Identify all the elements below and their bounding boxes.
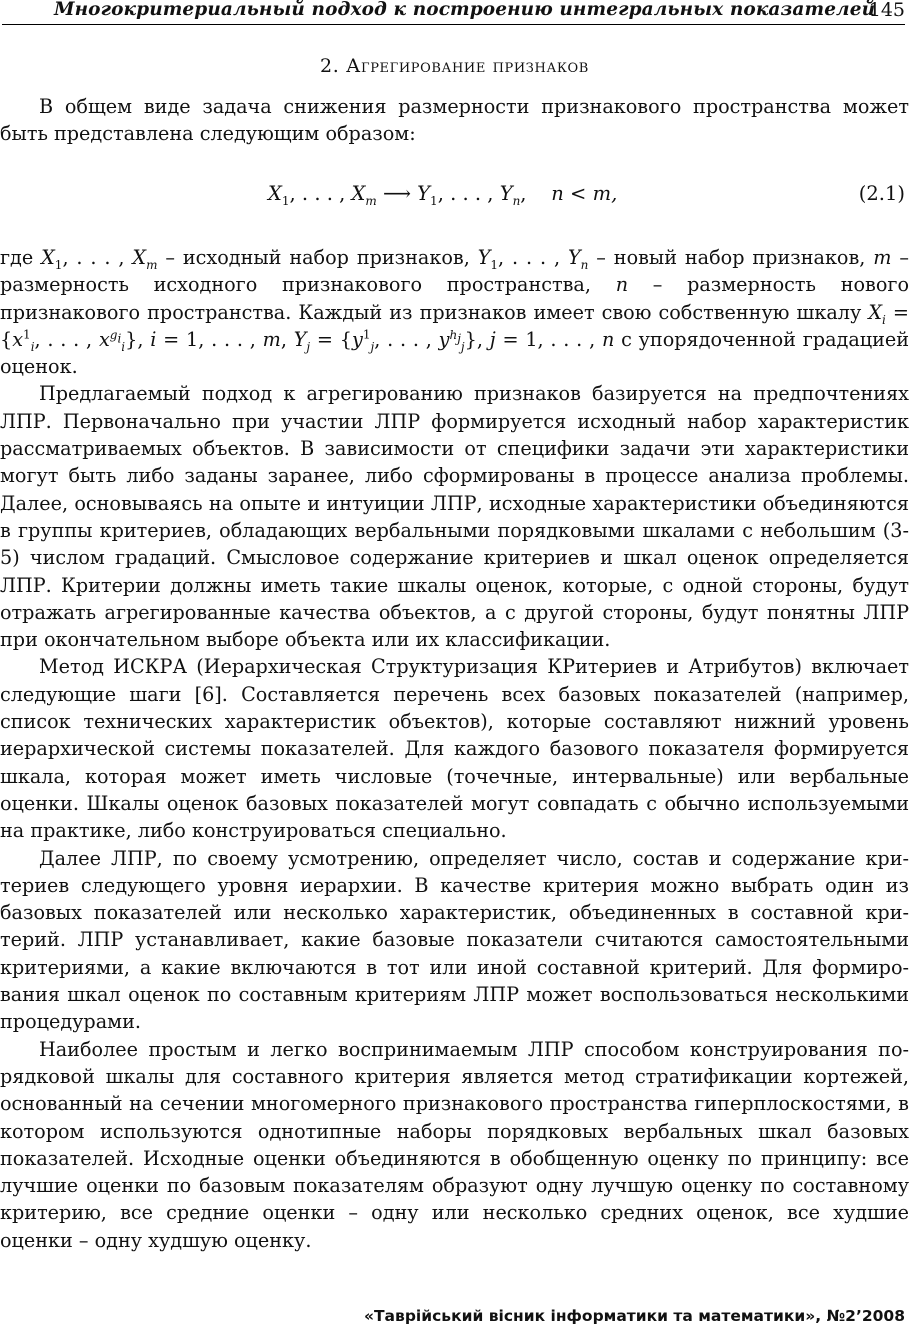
- section-heading: [0, 55, 909, 77]
- journal-footer: «Таврійський вісник інформатики та математики», №2’2008: [363, 1307, 905, 1325]
- equation-number: (2.1): [858, 182, 905, 205]
- equation-condition: n < m,: [551, 182, 618, 205]
- equation-rhs-var: Y: [417, 182, 431, 205]
- intro-paragraph: В общем виде задача снижения размерности признакового пространства может быть представлена следующим образом:: [0, 95, 909, 146]
- equation-lhs-var: X: [268, 182, 282, 205]
- body-paragraph: Далее ЛПР, по своему усмотрению, определяет число, состав и содержание критериев следующего уровня иерархии. В качестве критерия можно выбрать один из базовых показателей или несколько характеристик, объединенных в составной критерий. ЛПР устанавливает, какие базовые показатели считаются самостоятельными критериями, а какие включаются в тот или иной составной критерий. Для формирования шкал оценок по составным критериям ЛПР может воспользоваться несколькими процедурами.: [0, 846, 909, 1034]
- running-head: [2, 0, 905, 25]
- intro-block: [0, 93, 909, 148]
- equation-body: $X_1$, . . . , $X_m$ ⟶ $Y_1$, . . . , $Y_n$, n < m,: [268, 182, 618, 208]
- definitions-paragraph: где $X_1$, . . . , $X_m$ – исходный набор признаков, $Y_1$, . . . , $Y_n$ – новый набор признаков, m – размерность исходного признакового пространства, n – размерность нового признакового пространства. Каждый из признаков имеет свою собственную шкалу $X_i = \{x^1_i$, . . . , $x^{g_i}_i$}, i = 1, . . . , m, $Y_j = \{y^1_j$, . . . , $y^{h_j}_j$}, j = 1, . . . , n с упорядоченной градацией оценок.: [0, 246, 909, 379]
- body-paragraph: Метод ИСКРА (Иерархическая Структуризация КРитериев и Атрибутов) включает следующие шаги [6]. Составляется перечень всех базовых показателей (например, список технических характеристик объектов), которые составляют нижний уровень иерархической системы показателей. Для каждого базового показателя формируется шкала, которая может иметь числовые (точечные, интервальные) или вербальные оценки. Шкалы оценок базовых показателей могут совпадать с обычно используемыми на практике, либо конструироваться специально.: [0, 655, 909, 843]
- page-number: 145: [868, 0, 905, 21]
- equation-2-1: [0, 182, 909, 212]
- section-number: 2.: [320, 55, 340, 77]
- section-title: Агрегирование признаков: [346, 55, 589, 77]
- body-paragraph: Наиболее простым и легко воспринимаемым ЛПР способом конструирования порядковой шкалы для составного критерия является метод стратификации кортежей, основанный на сечении многомерного признакового пространства гиперплоскостями, в котором используются однотипные наборы порядковых вербальных шкал базовых показателей. Исходные оценки объединяются в обобщенную оценку по принципу: все лучшие оценки по базовым показателям образуют одну лучшую оценку по составному критерию, все средние оценки – одну или несколько средних оценок, все худшие оценки – одну худшую оценку.: [0, 1037, 909, 1252]
- main-text: [0, 244, 909, 1254]
- body-paragraph: Предлагаемый подход к агрегированию признаков базируется на предпочтениях ЛПР. Первоначально при участии ЛПР формируется исходный набор характеристик рассматриваемых объектов. В зависимости от специфики задачи эти характеристики могут быть либо заданы заранее, либо сформированы в процессе анализа проблемы. Далее, основываясь на опыте и интуиции ЛПР, исходные характеристики объединяются в группы критериев, обладающих вербальными порядковыми шкалами с небольшим (3-5) числом градаций. Смысловое содержание критериев и шкал оценок определяется ЛПР. Критерии должны иметь такие шкалы оценок, которые, с одной стороны, будут отражать агрегированные качества объектов, а с другой стороны, будут понятны ЛПР при окончательном выборе объекта или их классификации.: [0, 382, 909, 652]
- running-title: Многокритериальный подход к построению интегральных показателей: [54, 0, 876, 20]
